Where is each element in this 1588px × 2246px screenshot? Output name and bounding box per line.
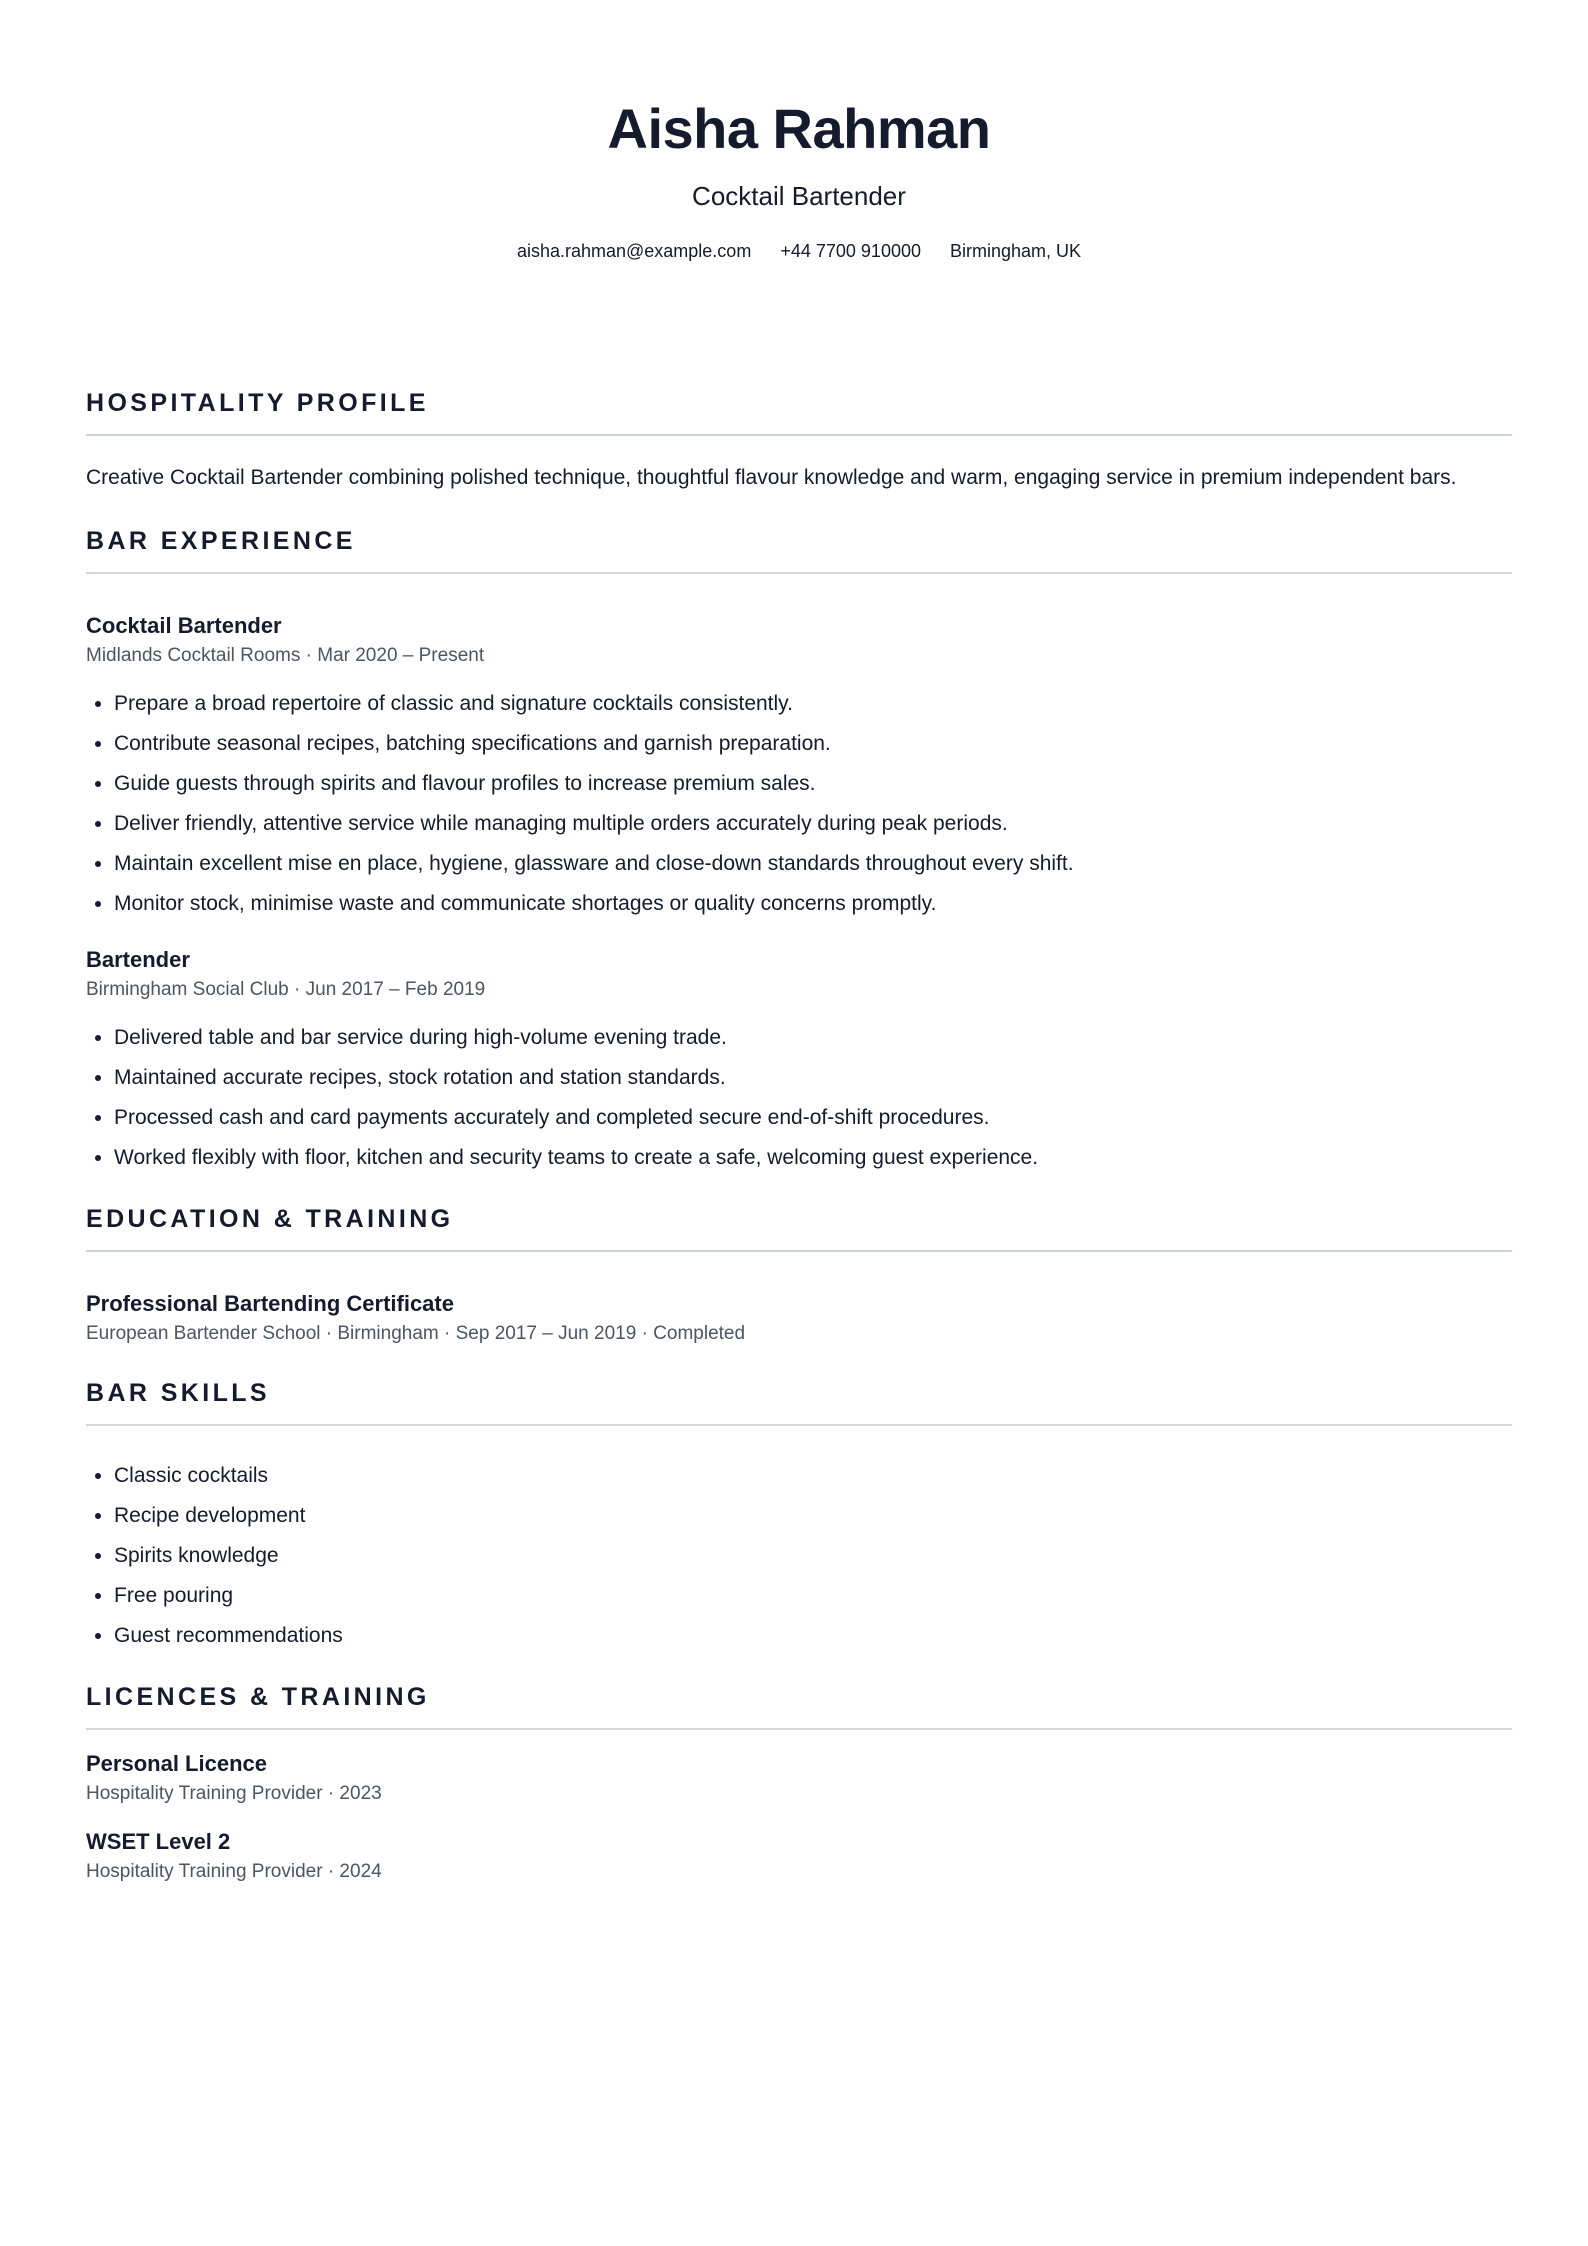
education-entry [86, 1290, 1512, 1346]
skills-list [86, 1462, 1512, 1650]
licence-title: WSET Level 2 [86, 1829, 231, 1854]
list-item: • Monitor stock, minimise waste and communicate shortages or quality concerns promptly. [114, 890, 1512, 918]
job-bullets [86, 690, 1512, 918]
resume-header [86, 0, 1512, 262]
section-profile [86, 388, 1512, 494]
education-title: Professional Bartending Certificate [86, 1291, 454, 1316]
list-item: • Spirits knowledge [114, 1542, 1512, 1570]
licence-meta: Hospitality Training Provider · 2023 [86, 1783, 382, 1804]
section-skills [86, 1378, 1512, 1650]
licence-meta: Hospitality Training Provider · 2024 [86, 1861, 382, 1882]
licence-title: Personal Licence [86, 1751, 267, 1776]
job-entry [86, 612, 1512, 918]
section-divider [86, 1250, 1512, 1252]
licence-entry [86, 1750, 1512, 1806]
section-heading: LICENCES & TRAINING [86, 1683, 430, 1711]
list-item: • Worked flexibly with floor, kitchen and security teams to create a safe, welcoming guest experience. [114, 1144, 1512, 1172]
section-heading: BAR SKILLS [86, 1379, 270, 1407]
list-item: • Classic cocktails [114, 1462, 1512, 1490]
job-role: Cocktail Bartender [86, 613, 282, 638]
list-item: • Delivered table and bar service during high-volume evening trade. [114, 1024, 1512, 1052]
list-item: • Processed cash and card payments accurately and completed secure end-of-shift procedures. [114, 1104, 1512, 1132]
list-item: • Recipe development [114, 1502, 1512, 1530]
section-experience [86, 526, 1512, 1172]
list-item: • Guide guests through spirits and flavour profiles to increase premium sales. [114, 770, 1512, 798]
section-divider [86, 1424, 1512, 1426]
licence-entry [86, 1828, 1512, 1884]
list-item: • Contribute seasonal recipes, batching specifications and garnish preparation. [114, 730, 1512, 758]
list-item: • Maintain excellent mise en place, hygiene, glassware and close-down standards throughout every shift. [114, 850, 1512, 878]
profile-summary: Creative Cocktail Bartender combining polished technique, thoughtful flavour knowledge and warm, engaging service in premium independent bars. [86, 466, 1457, 489]
job-meta: Birmingham Social Club · Jun 2017 – Feb 2019 [86, 979, 486, 1000]
section-education [86, 1204, 1512, 1346]
list-item: • Deliver friendly, attentive service while managing multiple orders accurately during peak periods. [114, 810, 1512, 838]
section-heading: HOSPITALITY PROFILE [86, 389, 429, 417]
section-divider [86, 1728, 1512, 1730]
section-heading: EDUCATION & TRAINING [86, 1205, 454, 1233]
section-heading: BAR EXPERIENCE [86, 527, 356, 555]
job-bullets [86, 1024, 1512, 1172]
candidate-title: Cocktail Bartender [692, 181, 906, 211]
contact-location: Birmingham, UK [950, 241, 1082, 261]
section-licences [86, 1682, 1512, 1884]
section-divider [86, 434, 1512, 436]
list-item: • Prepare a broad repertoire of classic and signature cocktails consistently. [114, 690, 1512, 718]
job-meta: Midlands Cocktail Rooms · Mar 2020 – Present [86, 645, 485, 666]
list-item: • Maintained accurate recipes, stock rotation and station standards. [114, 1064, 1512, 1092]
list-item: • Free pouring [114, 1582, 1512, 1610]
candidate-name: Aisha Rahman [607, 97, 991, 160]
resume-page [86, 0, 1512, 1884]
job-entry [86, 946, 1512, 1172]
education-meta: European Bartender School · Birmingham · Sep 2017 – Jun 2019 · Completed [86, 1323, 746, 1344]
contact-line [86, 240, 1512, 262]
contact-phone[interactable]: +44 7700 910000 [780, 241, 921, 261]
job-role: Bartender [86, 947, 190, 972]
section-divider [86, 572, 1512, 574]
contact-email[interactable]: aisha.rahman@example.com [516, 241, 752, 261]
list-item: • Guest recommendations [114, 1622, 1512, 1650]
